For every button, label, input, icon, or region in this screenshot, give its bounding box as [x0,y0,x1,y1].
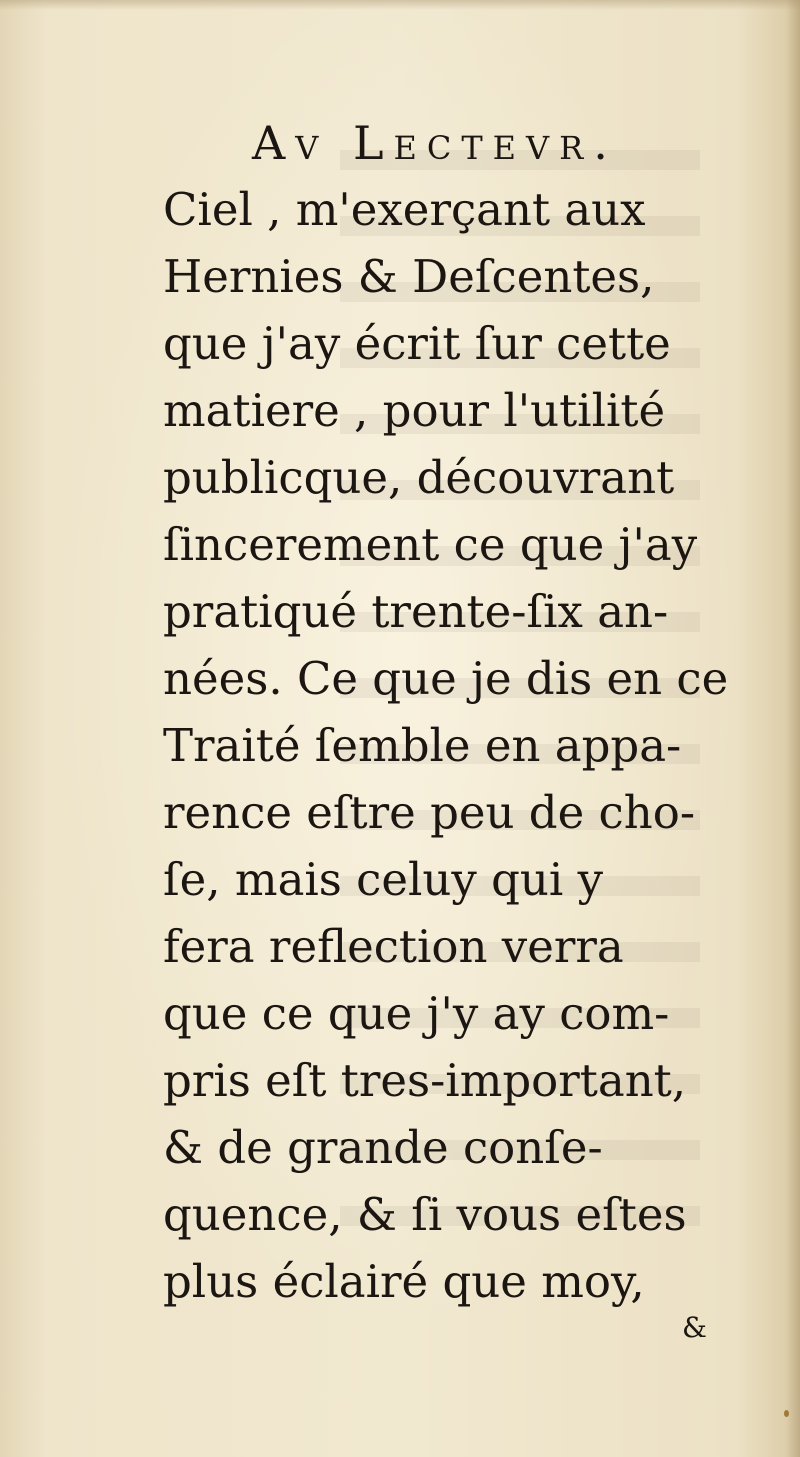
body-text [163,176,738,1315]
text-line: plus éclairé que moy, [163,1255,645,1308]
text-line: ſincerement ce que j'ay [163,518,698,571]
text-line: rence eſtre peu de cho- [163,786,696,839]
text-line: nées. Ce que je dis en ce [163,652,729,705]
paper-speck [784,1410,789,1417]
text-line: que j'ay écrit ſur cette [163,317,671,370]
text-line: quence, & ſi vous eſtes [163,1188,687,1241]
text-line: matiere , pour l'utilité [163,384,666,437]
text-line: pris eſt tres-important, [163,1054,687,1107]
text-line: que ce que j'y ay com- [163,987,670,1040]
text-line: ſe, mais celuy qui y [163,853,604,906]
page-top-edge [0,0,800,10]
page-right-edge [786,0,800,1457]
text-line: Ciel , m'exerçant aux [163,183,646,236]
text-line: Traité ſemble en appa- [163,719,682,772]
text-line: fera reflection verra [163,920,624,973]
catchword: & [682,1311,707,1344]
text-line: & de grande conſe- [163,1121,603,1174]
page-heading: Av Lectevr. [252,116,618,170]
text-line: Hernies & Deſcentes, [163,250,655,303]
text-line: pratiqué trente-ſix an- [163,585,669,638]
text-line: publicque, découvrant [163,451,675,504]
